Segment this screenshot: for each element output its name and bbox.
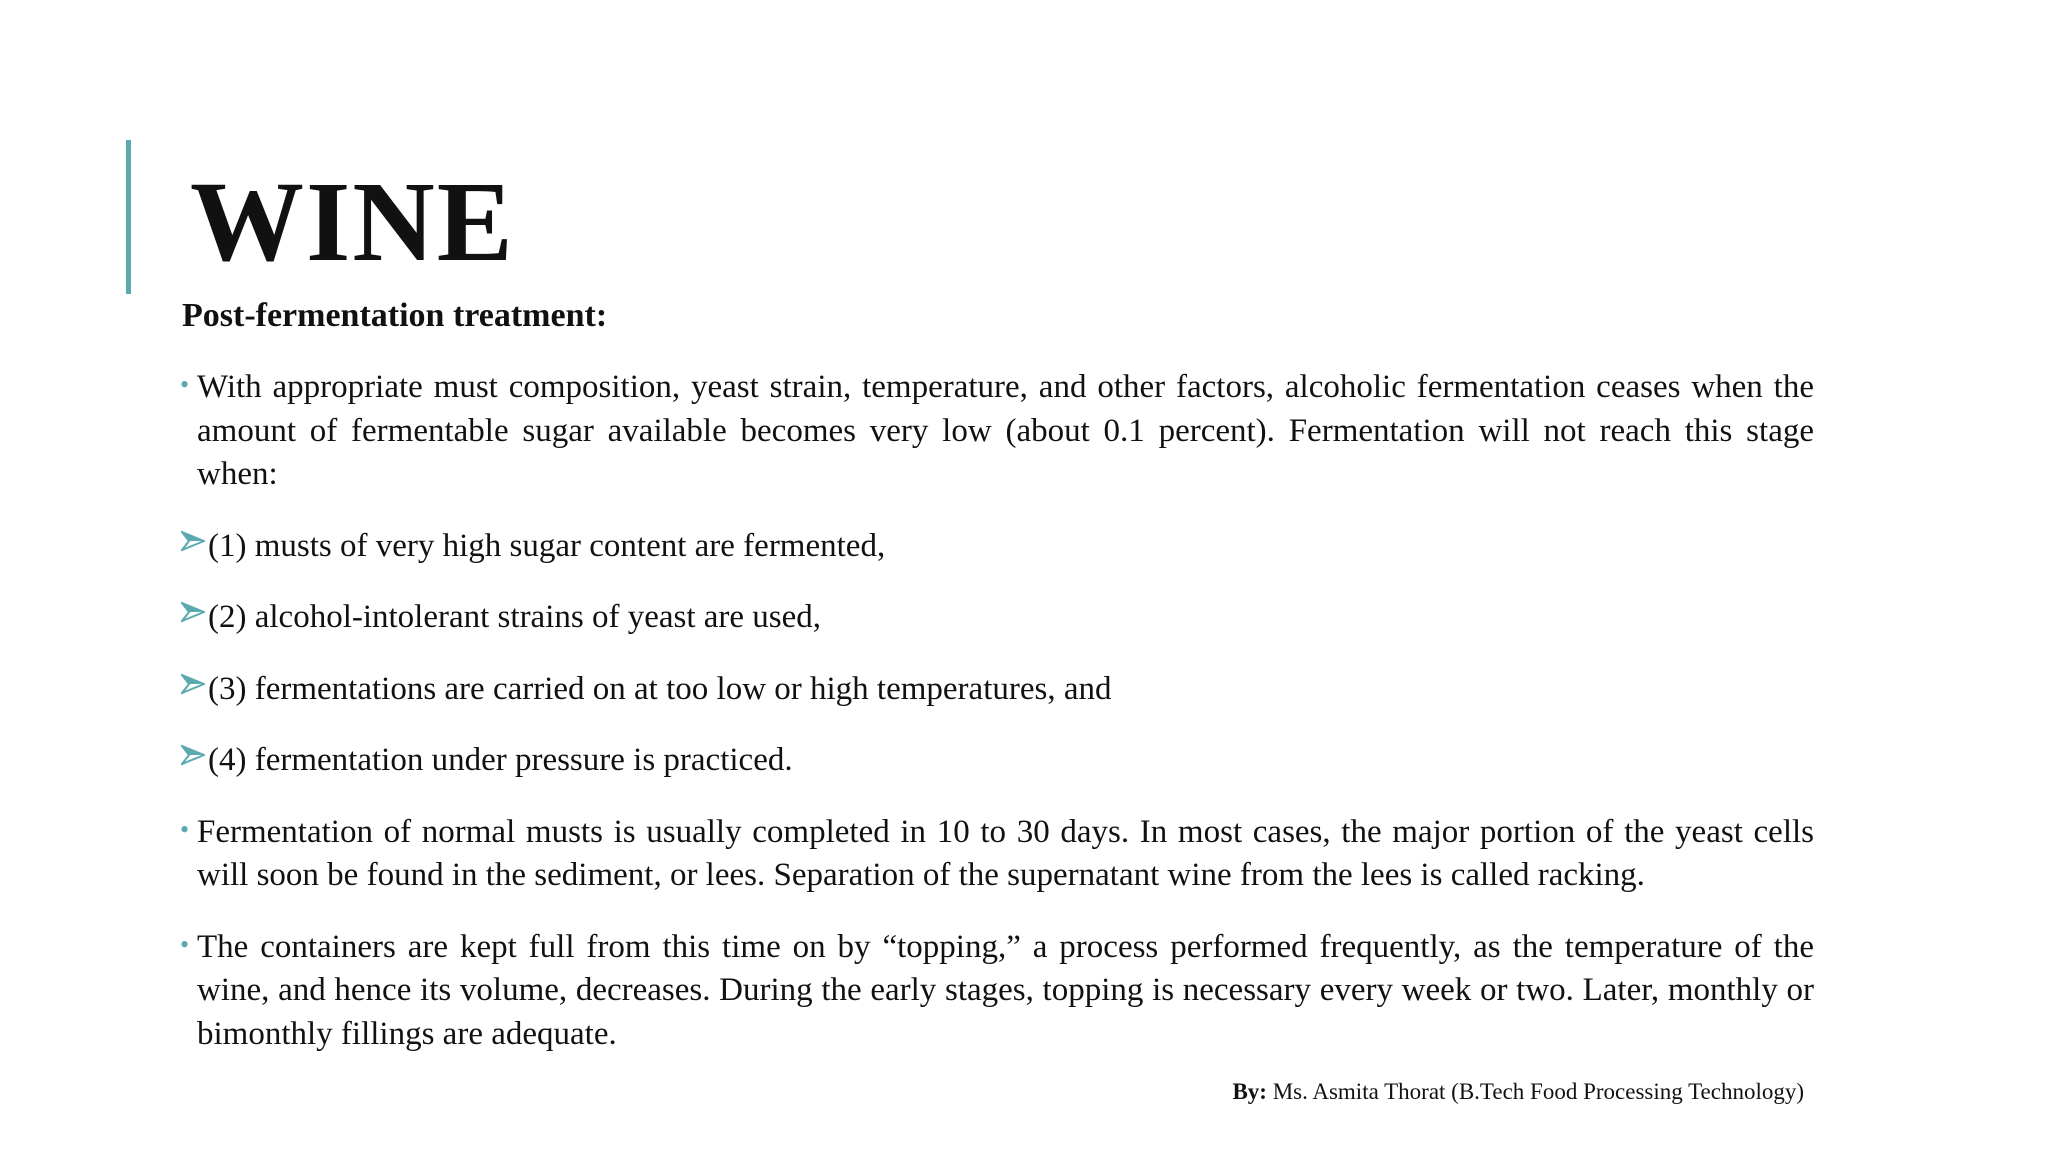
section-heading: Post-fermentation treatment: <box>182 297 608 334</box>
title-accent-bar <box>126 140 131 294</box>
byline-author: Ms. Asmita Thorat (B.Tech Food Processing Technology) <box>1266 1079 1804 1104</box>
bullet-item <box>180 366 1814 497</box>
bullet-dot-icon: • <box>180 929 190 959</box>
sub-bullet-text: (2) alcohol-intolerant strains of yeast are used, <box>208 599 822 635</box>
sub-bullet-text: (1) musts of very high sugar content are fermented, <box>208 527 886 564</box>
bullet-text: With appropriate must composition, yeast strain, temperature, and other factors, alcoholic fermentation ceases when the amount of fermentable sugar available becomes very low (about 0.1 percent). Fermentation will not reach this stage when: <box>197 369 1814 492</box>
bullet-dot-icon: • <box>180 370 190 399</box>
sub-bullet-text: (4) fermentation under pressure is practiced. <box>208 742 793 778</box>
bullet-text: Fermentation of normal musts is usually completed in 10 to 30 days. In most cases, the major portion of the yeast cells will soon be found in the sediment, or lees. Separation of the supernatant wine from the lees is called racking. <box>197 813 1814 893</box>
arrow-bullet-icon <box>181 600 205 624</box>
sub-bullet-item <box>180 668 1814 712</box>
bullet-text: The containers are kept full from this time on by “topping,” a process performed frequently, as the temperature of the wine, and hence its volume, decreases. During the early stages, topping is necessary every week or two. Later, monthly or bimonthly fillings are adequate. <box>197 928 1814 1052</box>
bullet-item <box>180 926 1814 1057</box>
sub-bullet-text: (3) fermentations are carried on at too low or high temperatures, and <box>208 670 1112 707</box>
arrow-bullet-icon <box>181 743 205 767</box>
sub-bullet-item <box>180 525 1814 569</box>
author-credit <box>1232 1078 1804 1106</box>
slide-title: WINE <box>190 158 515 285</box>
arrow-bullet-icon <box>181 672 205 696</box>
sub-bullet-item <box>180 739 1814 783</box>
slide-body <box>180 366 1814 1084</box>
bullet-dot-icon: • <box>180 814 190 844</box>
sub-bullet-item <box>180 596 1814 640</box>
bullet-item <box>180 811 1814 898</box>
byline-label: By: <box>1232 1079 1267 1104</box>
arrow-bullet-icon <box>181 529 205 553</box>
